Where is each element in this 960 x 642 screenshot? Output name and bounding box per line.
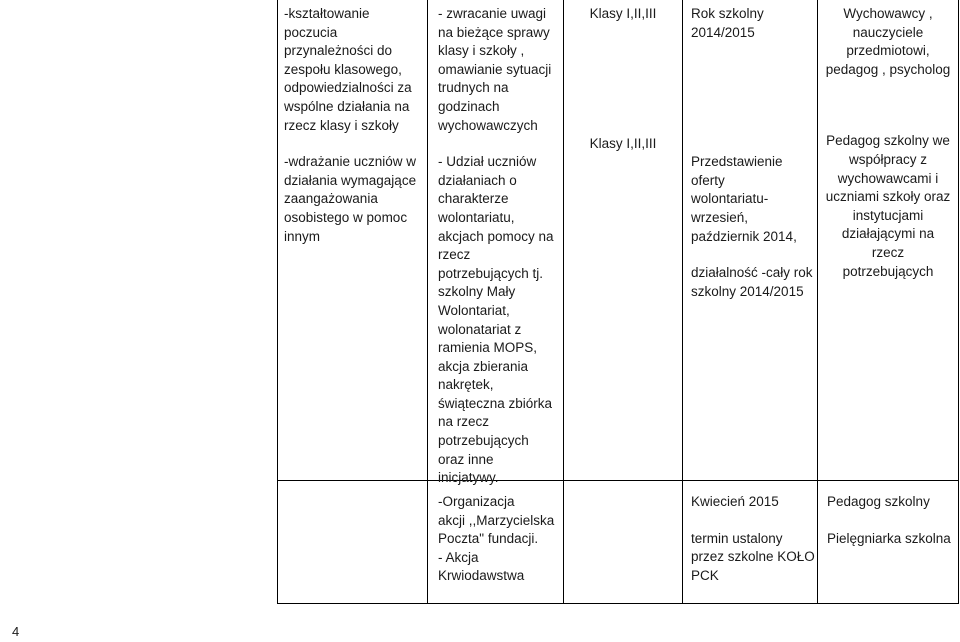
text-line: wolontariatu, <box>438 209 515 225</box>
text-line: - Akcja <box>438 549 479 565</box>
text-line: PCK <box>691 567 719 583</box>
text-line: -kształtowanie <box>284 6 370 21</box>
text-line: szkolny Mały <box>438 284 516 300</box>
text-line: działalność -cały rok <box>691 265 813 281</box>
task-volunteering <box>438 153 562 488</box>
goal-engagement <box>284 153 424 246</box>
text-line: - Udział uczniów <box>438 154 537 170</box>
text-line: Wolontariat, <box>438 302 510 318</box>
responsible-pedagogue-2 <box>827 493 958 512</box>
text-line: Klasy I,II,III <box>589 6 657 21</box>
text-line: 2014/2015 <box>691 24 755 40</box>
text-line: wspólne działania na <box>284 98 410 114</box>
text-line: nauczyciele <box>852 24 924 40</box>
text-line: poczucia <box>284 24 338 40</box>
participants-1 <box>564 5 682 24</box>
text-line: październik 2014, <box>691 228 797 244</box>
text-line: przedmiotowi, <box>846 43 930 59</box>
text-line: współpracy z <box>848 151 928 167</box>
text-line: godzinach <box>438 98 500 114</box>
text-line: pedagog , psycholog <box>825 61 951 77</box>
text-line: na rzecz <box>438 414 490 430</box>
text-line: wolontariatu- <box>691 191 769 207</box>
text-line: akcji ,,Marzycielska <box>438 512 555 528</box>
text-line: Wychowawcy , <box>843 6 933 21</box>
text-line: potrzebujących <box>842 263 934 279</box>
text-line: termin ustalony <box>691 530 783 546</box>
row2-timeline-cell <box>691 493 816 585</box>
row1-goals-cell <box>284 5 424 246</box>
text-line: Rok szkolny <box>691 6 764 21</box>
text-line: oferty <box>691 172 725 188</box>
row2-tasks-cell <box>438 493 562 586</box>
text-line: charakterze <box>438 191 509 207</box>
text-line: nakrętek, <box>438 377 494 393</box>
table-border-bottom <box>277 603 959 604</box>
responsible-staff <box>818 5 958 79</box>
text-line: trudnych na <box>438 80 509 96</box>
row1-responsible-cell <box>818 5 958 281</box>
text-line: inicjatywy. <box>438 470 499 486</box>
text-line: akcja zbierania <box>438 358 529 374</box>
text-line: Pielęgniarka szkolna <box>827 530 951 546</box>
text-line: działaniach o <box>438 172 517 188</box>
text-line: uczniami szkoły oraz <box>825 189 951 205</box>
text-line: ramienia MOPS, <box>438 340 538 356</box>
text-line: potrzebujących <box>438 433 529 449</box>
timeline-pck <box>691 530 816 586</box>
responsible-nurse <box>827 530 958 549</box>
row1-participants-cell <box>564 5 682 153</box>
responsible-pedagogue <box>818 132 958 281</box>
text-line: rzecz <box>871 244 905 260</box>
row1-timeline-cell <box>691 5 816 301</box>
text-line: Pedagog szkolny <box>827 494 930 509</box>
text-line: Pedagog szkolny we <box>826 133 950 149</box>
text-line: Kwiecień 2015 <box>691 494 779 509</box>
timeline-activity <box>691 264 816 301</box>
text-line: wolonatariat z <box>438 321 522 337</box>
table-divider-3 <box>682 0 683 604</box>
text-line: -wdrażanie uczniów w <box>284 154 417 170</box>
text-line: Krwiodawstwa <box>438 568 525 584</box>
page-number: 4 <box>12 624 20 639</box>
text-line: zaangażowania <box>284 191 378 207</box>
table-border-right <box>958 0 959 604</box>
text-line: przynależności do <box>284 43 393 59</box>
text-line: wychowawczych <box>438 117 538 133</box>
text-line: rzecz klasy i szkoły <box>284 117 399 133</box>
text-line: omawianie sytuacji <box>438 61 552 77</box>
text-line: klasy i szkoły , <box>438 43 525 59</box>
table-divider-1 <box>427 0 428 604</box>
text-line: zespołu klasowego, <box>284 61 402 77</box>
text-line: potrzebujących tj. <box>438 265 544 281</box>
text-line: świąteczna zbiórka <box>438 395 553 411</box>
text-line: odpowiedzialności za <box>284 80 412 96</box>
text-line: działającymi na <box>841 226 935 242</box>
text-line: Klasy I,II,III <box>589 135 657 151</box>
timeline-april <box>691 493 816 512</box>
text-line: wychowawcami i <box>837 170 939 186</box>
text-line: akcjach pomocy na <box>438 228 554 244</box>
text-line: szkolny 2014/2015 <box>691 283 804 299</box>
task-current-issues <box>438 5 562 135</box>
text-line: przez szkolne KOŁO <box>691 549 815 565</box>
text-line: instytucjami <box>852 207 924 223</box>
text-line: Poczta" fundacji. <box>438 531 539 547</box>
participants-2 <box>564 135 682 154</box>
text-line: - zwracanie uwagi <box>438 6 547 21</box>
text-line: Przedstawienie <box>691 154 783 170</box>
text-line: działania wymagające <box>284 172 417 188</box>
text-line: oraz inne <box>438 451 494 467</box>
row1-tasks-cell <box>438 5 562 488</box>
goal-belonging <box>284 5 424 135</box>
text-line: innym <box>284 228 321 244</box>
timeline-school-year <box>691 5 816 42</box>
text-line: na bieżące sprawy <box>438 24 550 40</box>
table-border-left <box>277 0 278 604</box>
text-line: wrzesień, <box>691 209 749 225</box>
row-divider <box>277 480 959 481</box>
timeline-presentation <box>691 153 816 246</box>
task-postal-action <box>438 493 562 586</box>
text-line: -Organizacja <box>438 494 515 509</box>
text-line: osobistego w pomoc <box>284 209 408 225</box>
row2-responsible-cell <box>827 493 958 548</box>
text-line: rzecz <box>438 247 471 263</box>
